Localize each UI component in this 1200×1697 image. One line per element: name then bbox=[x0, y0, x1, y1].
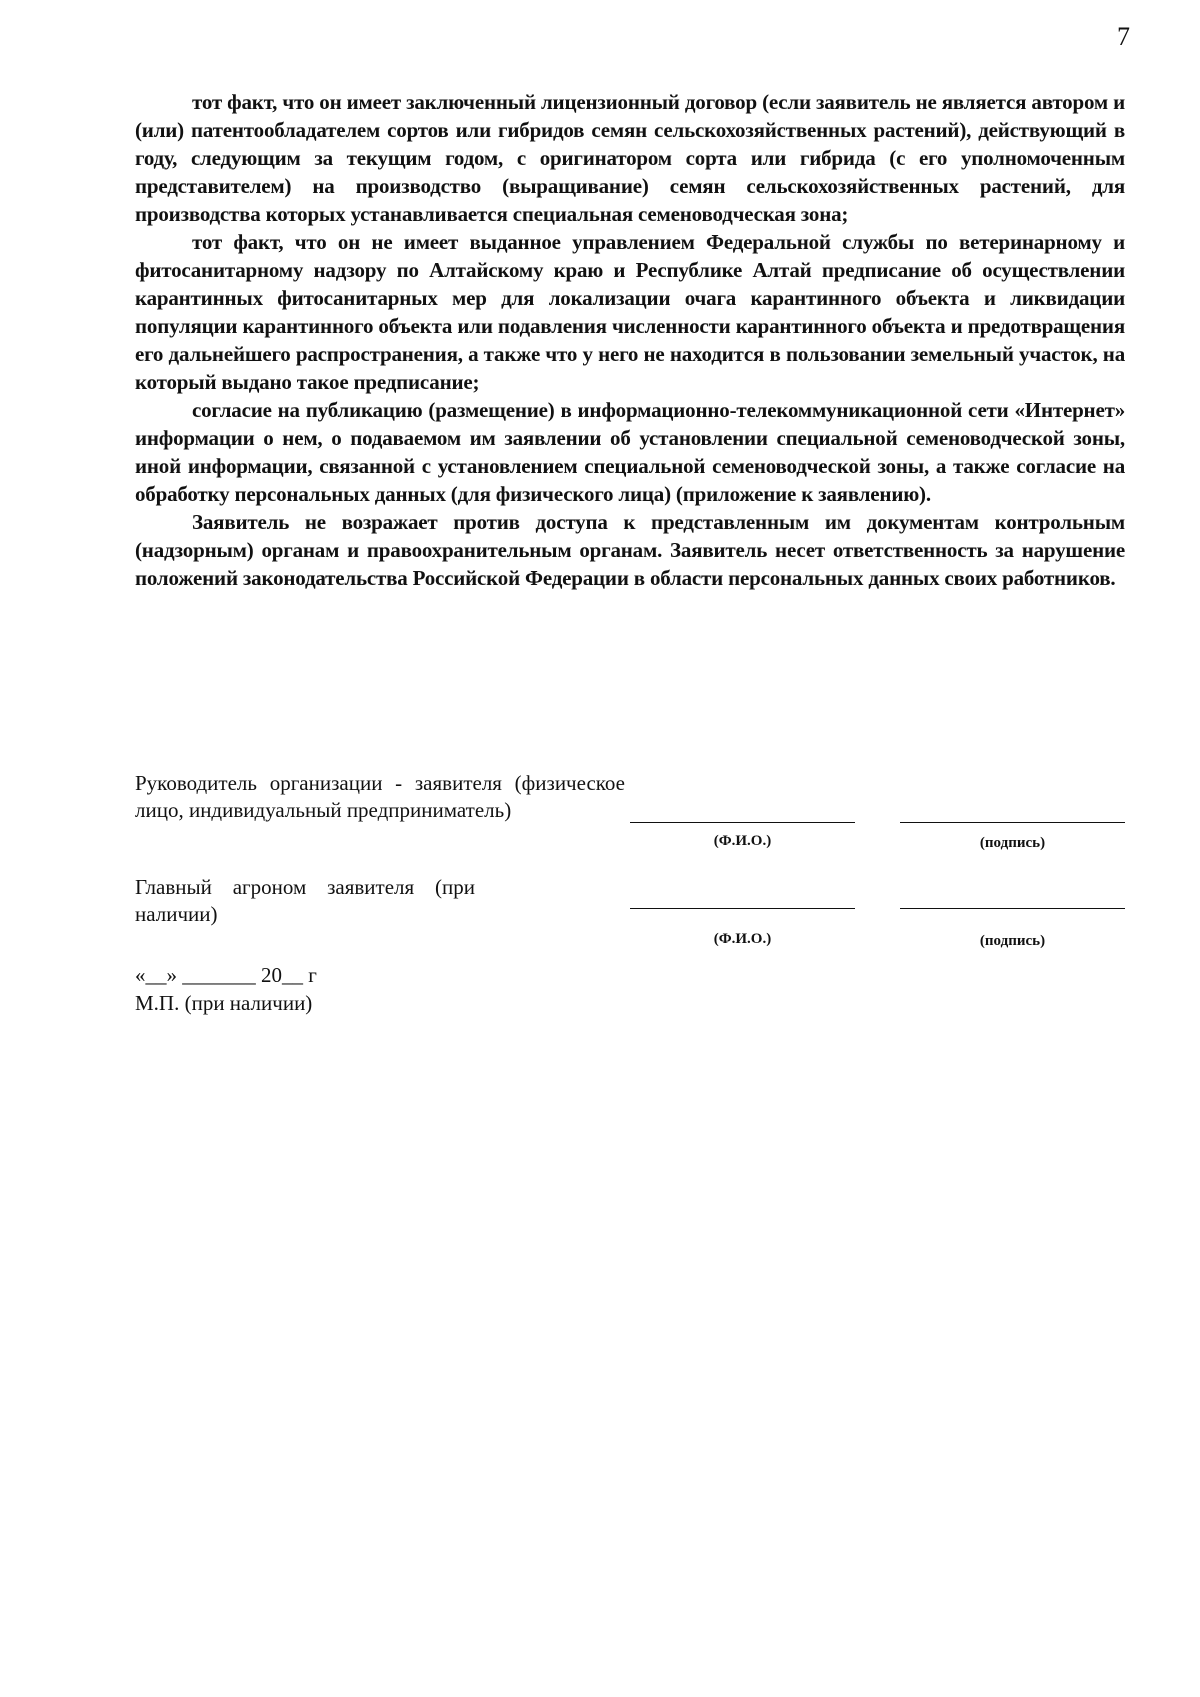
head-signature-block bbox=[135, 770, 1125, 850]
head-signature-caption: (подпись) bbox=[979, 835, 1046, 851]
head-fio-caption: (Ф.И.О.) bbox=[713, 833, 772, 849]
agronomist-signature-line bbox=[900, 908, 1125, 909]
head-signature-line bbox=[900, 822, 1125, 823]
paragraph-publication-consent: согласие на публикацию (размещение) в информационно-телекоммуникационной сети «Интернет» информации о нем, о подаваемом им заявлении об установлении специальной семеноводческой зоны, иной информации, связанной с установлением специальной семеноводческой зоны, а также согласие на обработку персональных данных (для физического лица) (приложение к заявлению). bbox=[135, 398, 1125, 506]
date-line: «__» _______ 20__ г bbox=[135, 963, 317, 987]
agronomist-fio-caption: (Ф.И.О.) bbox=[713, 931, 772, 947]
seal-label: М.П. (при наличии) bbox=[135, 991, 313, 1015]
agronomist-signature-caption: (подпись) bbox=[979, 933, 1046, 949]
paragraph-quarantine-order: тот факт, что он не имеет выданное управлением Федеральной службы по ветеринарному и фитосанитарному надзору по Алтайскому краю и Республике Алтай предписание об осуществлении карантинных фитосанитарных мер для локализации очага карантинного объекта и ликвидации популяции карантинного объекта или подавления численности карантинного объекта и предотвращения его дальнейшего распространения, а также что у него не находится в пользовании земельный участок, на который выдано такое предписание; bbox=[135, 230, 1125, 394]
head-fio-line bbox=[630, 822, 855, 823]
agronomist-signature-block bbox=[135, 874, 1125, 949]
document-body bbox=[135, 88, 1125, 592]
agronomist-role-label: Главный агроном заявителя (при наличии) bbox=[135, 875, 475, 926]
head-role-label: Руководитель организации - заявителя (физическое лицо, индивидуальный предприниматель) bbox=[135, 771, 625, 822]
paragraph-access-responsibility: Заявитель не возражает против доступа к представленным им документам контрольным (надзорным) органам и правоохранительным органам. Заявитель несет ответственность за нарушение положений законодательства Российской Федерации в области персональных данных своих работников. bbox=[135, 510, 1125, 590]
agronomist-fio-line bbox=[630, 908, 855, 909]
paragraph-license-agreement: тот факт, что он имеет заключенный лицензионный договор (если заявитель не является автором и (или) патентообладателем сортов или гибридов семян сельскохозяйственных растений), действующий в году, следующим за текущим годом, с оригинатором сорта или гибрида (с его уполномоченным представителем) на производство (выращивание) семян сельскохозяйственных растений, для производства которых устанавливается специальная семеноводческая зона; bbox=[135, 90, 1125, 226]
page-number: 7 bbox=[1117, 22, 1130, 51]
